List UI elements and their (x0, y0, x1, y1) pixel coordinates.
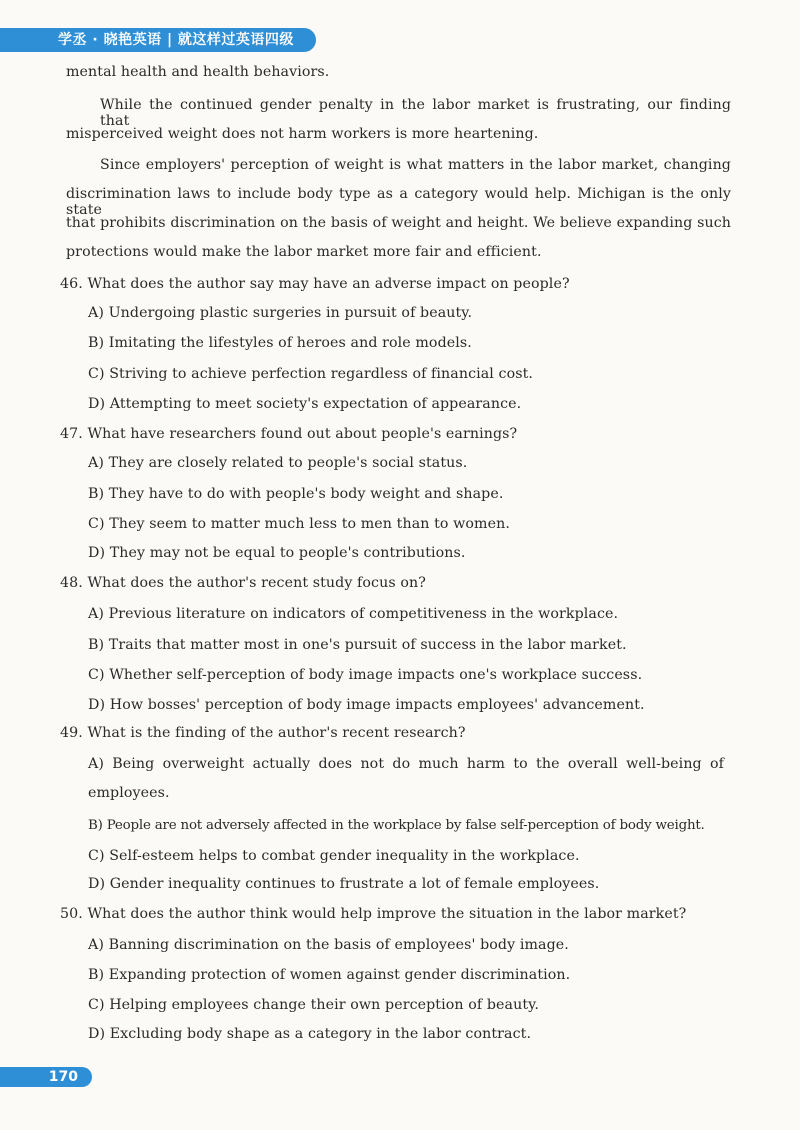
question-50-option-a[interactable]: A) Banning discrimination on the basis of employees' body image. (88, 937, 569, 953)
question-48-stem: 48. What does the author's recent study focus on? (60, 575, 426, 591)
page-number-badge: 170 (0, 1067, 92, 1087)
question-50-option-c[interactable]: C) Helping employees change their own perception of beauty. (88, 997, 539, 1013)
question-47-option-b[interactable]: B) They have to do with people's body weight and shape. (88, 486, 504, 502)
passage-line: mental health and health behaviors. (66, 64, 330, 80)
question-47-option-d[interactable]: D) They may not be equal to people's contributions. (88, 545, 466, 561)
question-49-option-c[interactable]: C) Self-esteem helps to combat gender inequality in the workplace. (88, 848, 580, 864)
question-47-option-a[interactable]: A) They are closely related to people's social status. (88, 455, 468, 471)
question-48-option-d[interactable]: D) How bosses' perception of body image impacts employees' advancement. (88, 697, 645, 713)
question-49-option-b[interactable]: B) People are not adversely affected in the workplace by false self-perception of body weight. (88, 818, 705, 833)
question-48-option-c[interactable]: C) Whether self-perception of body image impacts one's workplace success. (88, 667, 643, 683)
question-46-stem: 46. What does the author say may have an adverse impact on people? (60, 276, 570, 292)
question-47-option-c[interactable]: C) They seem to matter much less to men than to women. (88, 516, 510, 532)
passage-line: that prohibits discrimination on the basis of weight and height. We believe expanding such (66, 215, 731, 231)
question-46-option-c[interactable]: C) Striving to achieve perfection regardless of financial cost. (88, 366, 534, 382)
question-50-option-b[interactable]: B) Expanding protection of women against gender discrimination. (88, 967, 571, 983)
question-48-option-b[interactable]: B) Traits that matter most in one's pursuit of success in the labor market. (88, 637, 627, 653)
question-49-stem: 49. What is the finding of the author's recent research? (60, 725, 466, 741)
question-50-option-d[interactable]: D) Excluding body shape as a category in the labor contract. (88, 1026, 532, 1042)
book-header-banner: 学丞 · 晓艳英语 | 就这样过英语四级 (0, 28, 316, 52)
question-48-option-a[interactable]: A) Previous literature on indicators of competitiveness in the workplace. (88, 606, 619, 622)
question-49-option-d[interactable]: D) Gender inequality continues to frustrate a lot of female employees. (88, 876, 600, 892)
question-46-option-a[interactable]: A) Undergoing plastic surgeries in pursuit of beauty. (88, 305, 473, 321)
passage-line: Since employers' perception of weight is what matters in the labor market, changing (100, 157, 731, 173)
passage-line: While the continued gender penalty in the labor market is frustrating, our finding that (100, 97, 731, 129)
question-46-option-d[interactable]: D) Attempting to meet society's expectation of appearance. (88, 396, 522, 412)
passage-line: protections would make the labor market more fair and efficient. (66, 244, 542, 260)
passage-line: discrimination laws to include body type as a category would help. Michigan is the only state (66, 186, 731, 218)
question-46-option-b[interactable]: B) Imitating the lifestyles of heroes and role models. (88, 335, 472, 351)
passage-line: misperceived weight does not harm workers is more heartening. (66, 126, 539, 142)
question-47-stem: 47. What have researchers found out about people's earnings? (60, 426, 518, 442)
question-49-option-a[interactable]: A) Being overweight actually does not do much harm to the overall well-being of (88, 756, 724, 772)
question-50-stem: 50. What does the author think would help improve the situation in the labor market? (60, 906, 687, 922)
question-49-option-a-continued[interactable]: employees. (88, 785, 170, 801)
